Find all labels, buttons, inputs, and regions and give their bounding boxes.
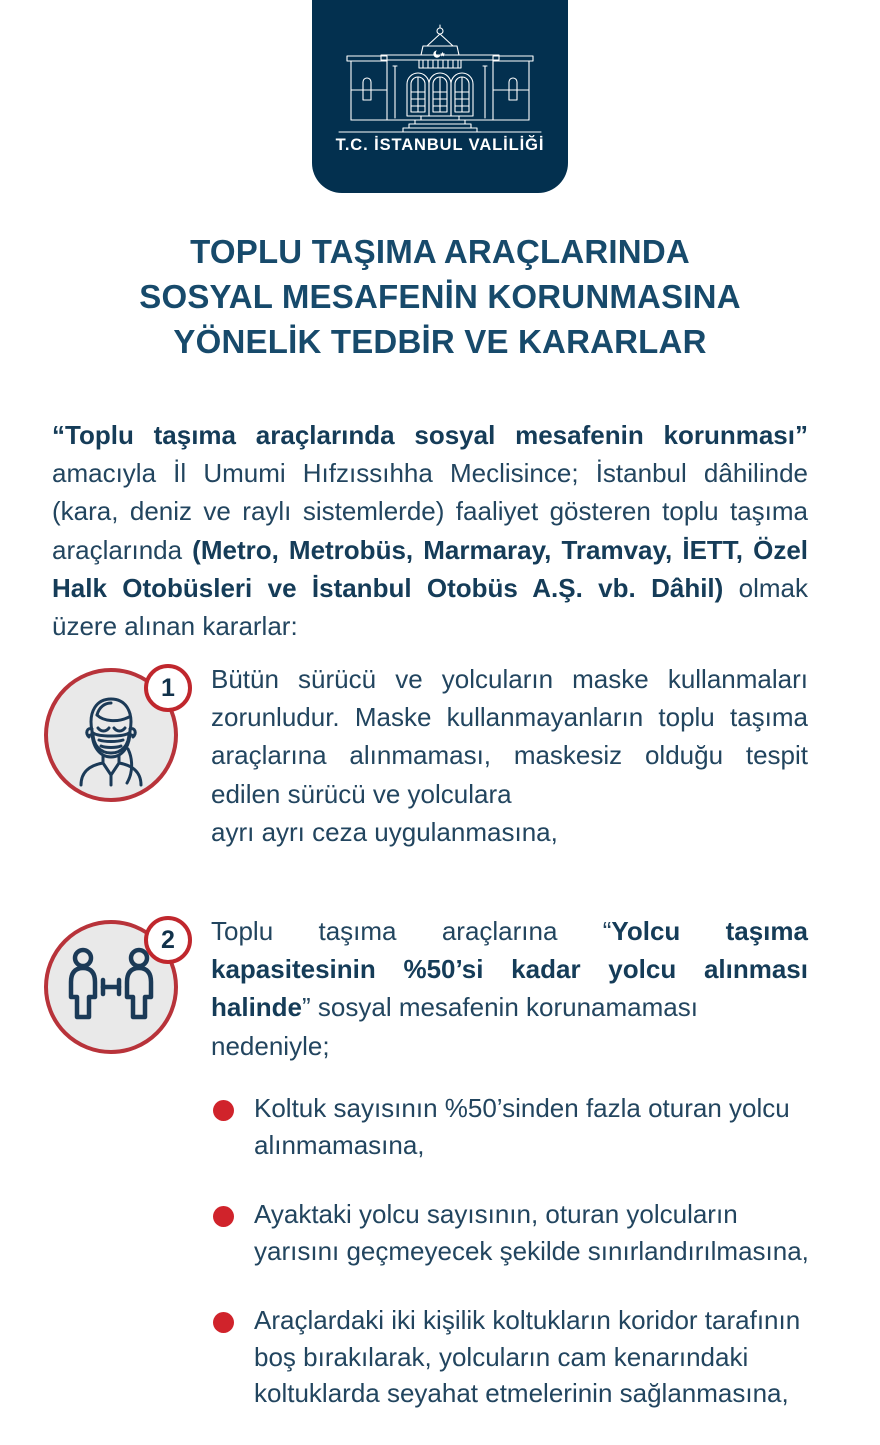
item-1-text-main: Bütün sürücü ve yolcuların maske kullanmaları zorunludur. Maske kullanmayanların toplu taşıma araçlarına alınmaması, maskesiz olduğu tespit edilen sürücü ve yolculara xyxy=(211,664,808,809)
intro-quote: “Toplu taşıma araçlarında sosyal mesafenin korunması” xyxy=(52,420,808,450)
bullet-dot-icon xyxy=(213,1312,234,1333)
bullet-dot-icon xyxy=(213,1206,234,1227)
item-2-text-bold: Yolcu taşıma kapasitesinin %50’si kadar yolcu alınması halinde xyxy=(211,916,808,1023)
item-1-number-badge: 1 xyxy=(144,664,192,712)
item-2-text-lead: Toplu taşıma araçlarına “ xyxy=(211,916,612,946)
item-2-number-badge: 2 xyxy=(144,916,192,964)
bullet-dot-icon xyxy=(213,1100,234,1121)
item-1-text xyxy=(211,660,808,851)
page-title-line-3: YÖNELİK TEDBİR VE KARARLAR xyxy=(173,322,707,360)
intro-vehicle-list: (Metro, Metrobüs, Marmaray, Tramvay, İETT, Özel Halk Otobüsleri ve İstanbul Otobüs A.Ş. vb. Dâhil) xyxy=(52,534,808,603)
item-2-text xyxy=(211,912,808,1065)
list-item xyxy=(211,1196,821,1270)
page-title-line-1: TOPLU TAŞIMA ARAÇLARINDA xyxy=(190,233,690,270)
sub-decision-bullet-list xyxy=(211,1090,821,1412)
page-title xyxy=(60,230,820,365)
bullet-text: Araçlardaki iki kişilik koltukların koridor tarafının boş bırakılarak, yolcuların cam kenarındaki koltuklarda seyahat etmelerinin sağlanmasına, xyxy=(254,1304,801,1409)
page-title-line-2: SOSYAL MESAFENİN KORUNMASINA xyxy=(139,277,741,315)
intro-middle: amacıyla İl Umumi Hıfzıssıhha Meclisince; İstanbul dâhilinde (kara, deniz ve raylı sistemlerde) faaliyet gösteren toplu taşıma araçlarında xyxy=(52,458,808,565)
intro-tail: olmak üzere alınan kararlar: xyxy=(52,572,809,642)
list-item xyxy=(211,1090,821,1164)
bullet-text: Koltuk sayısının %50’sinden fazla oturan yolcu alınmamasına, xyxy=(254,1093,790,1160)
governorship-logo-plaque xyxy=(312,0,568,193)
item-2-text-last-line: nedeniyle; xyxy=(211,1030,330,1061)
logo-caption: T.C. İSTANBUL VALİLİĞİ xyxy=(335,136,545,154)
list-item xyxy=(211,1302,821,1413)
item-1-text-last-line: ayrı ayrı ceza uygulanmasına, xyxy=(211,816,558,847)
item-1-icon-group xyxy=(44,668,192,816)
istanbul-governorship-building-logo xyxy=(335,22,545,134)
bullet-text: Ayaktaki yolcu sayısının, oturan yolcuların yarısını geçmeyecek şekilde sınırlandırılmasına, xyxy=(254,1198,809,1266)
item-2-text-mid: ” sosyal mesafenin korunamaması xyxy=(302,992,698,1023)
intro-paragraph xyxy=(52,416,808,645)
item-2-icon-group xyxy=(44,920,192,1068)
